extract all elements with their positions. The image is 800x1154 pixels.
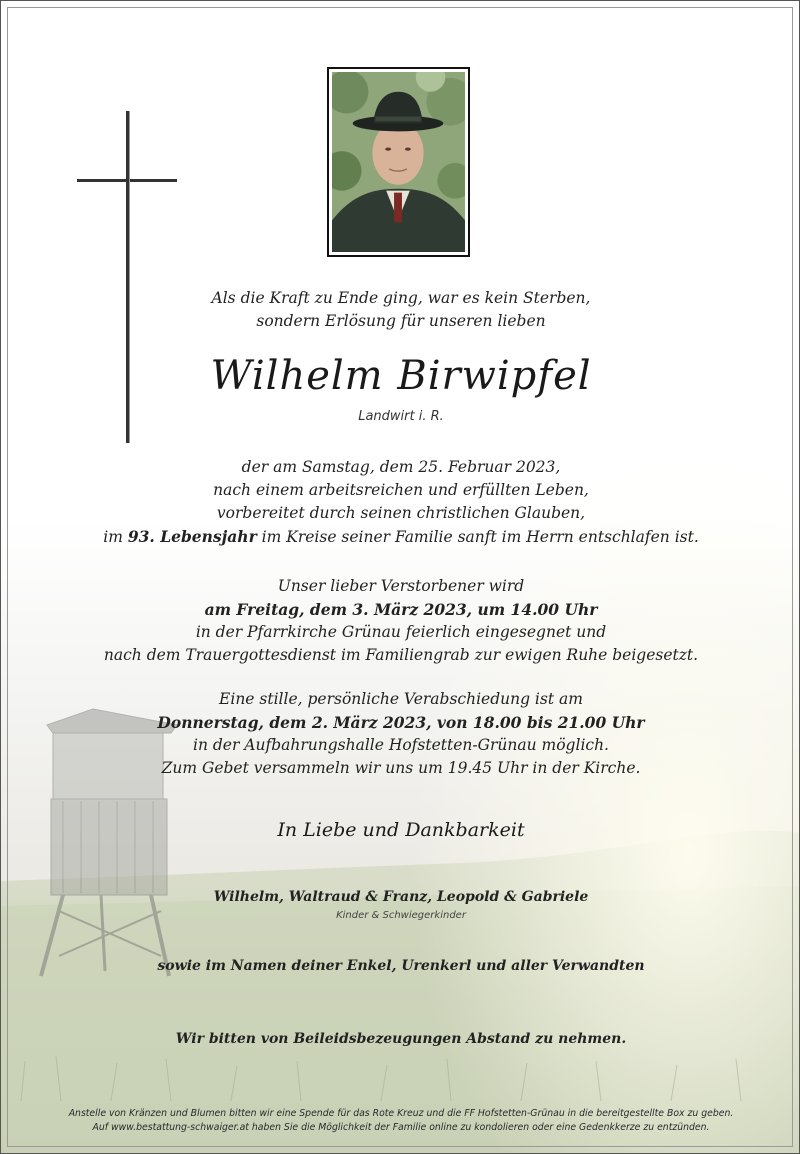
- family-note: Kinder & Schwiegerkinder: [336, 910, 466, 921]
- footer-note: [21, 1107, 781, 1135]
- death-line-3: vorbereitet durch seinen christlichen Glauben,: [216, 504, 586, 522]
- farewell-line-1: Eine stille, persönliche Verabschiedung ist am: [219, 690, 583, 708]
- death-line-4: im 93. Lebensjahr im Kreise seiner Familie sanft im Herrn entschlafen ist.: [103, 527, 699, 546]
- funeral-details: [1, 575, 800, 667]
- farewell-line-3: in der Aufbahrungshalle Hofstetten-Grünau möglich.: [192, 736, 609, 754]
- death-notice: [1, 456, 800, 549]
- dankbarkeit-heading: In Liebe und Dankbarkeit: [277, 819, 525, 841]
- death-line-1: der am Samstag, dem 25. Februar 2023,: [241, 458, 561, 476]
- request-line: Wir bitten von Beileidsbezeugungen Abstand zu nehmen.: [175, 1031, 627, 1047]
- farewell-date: Donnerstag, dem 2. März 2023, von 18.00 bis 21.00 Uhr: [157, 713, 645, 732]
- intro-line-1: Als die Kraft zu Ende ging, war es kein Sterben,: [211, 289, 591, 307]
- footer-line-1: Anstelle von Kränzen und Blumen bitten wir eine Spende für das Rote Kreuz und die FF Hofstetten-Grünau in die bereitgestellte Box zu geben.: [68, 1108, 734, 1119]
- intro-line-2: sondern Erlösung für unseren lieben: [256, 312, 546, 330]
- death-line-2: nach einem arbeitsreichen und erfüllten Leben,: [213, 481, 589, 499]
- funeral-line-1: Unser lieber Verstorbener wird: [277, 577, 525, 595]
- deceased-title: Landwirt i. R.: [358, 409, 444, 424]
- funeral-line-3: in der Pfarrkirche Grünau feierlich eingesegnet und: [195, 623, 607, 641]
- funeral-date: am Freitag, dem 3. März 2023, um 14.00 Uhr: [204, 600, 598, 619]
- others-line: sowie im Namen deiner Enkel, Urenkerl und aller Verwandten: [157, 958, 645, 974]
- portrait-photo: [327, 67, 470, 257]
- deceased-name: Wilhelm Birwipfel: [210, 353, 592, 399]
- age-highlight: 93. Lebensjahr: [127, 527, 257, 546]
- footer-line-2: Auf www.bestattung-schwaiger.at haben Sie die Möglichkeit der Familie online zu kondolieren oder eine Gedenkkerze zu entzünden.: [92, 1122, 710, 1133]
- intro-text: [1, 287, 800, 333]
- farewell-details: [1, 688, 800, 780]
- funeral-line-4: nach dem Trauergottesdienst im Familiengrab zur ewigen Ruhe beigesetzt.: [103, 646, 699, 664]
- family-names: Wilhelm, Waltraud & Franz, Leopold & Gabriele: [213, 889, 589, 905]
- farewell-line-4: Zum Gebet versammeln wir uns um 19.45 Uhr in der Kirche.: [161, 759, 641, 777]
